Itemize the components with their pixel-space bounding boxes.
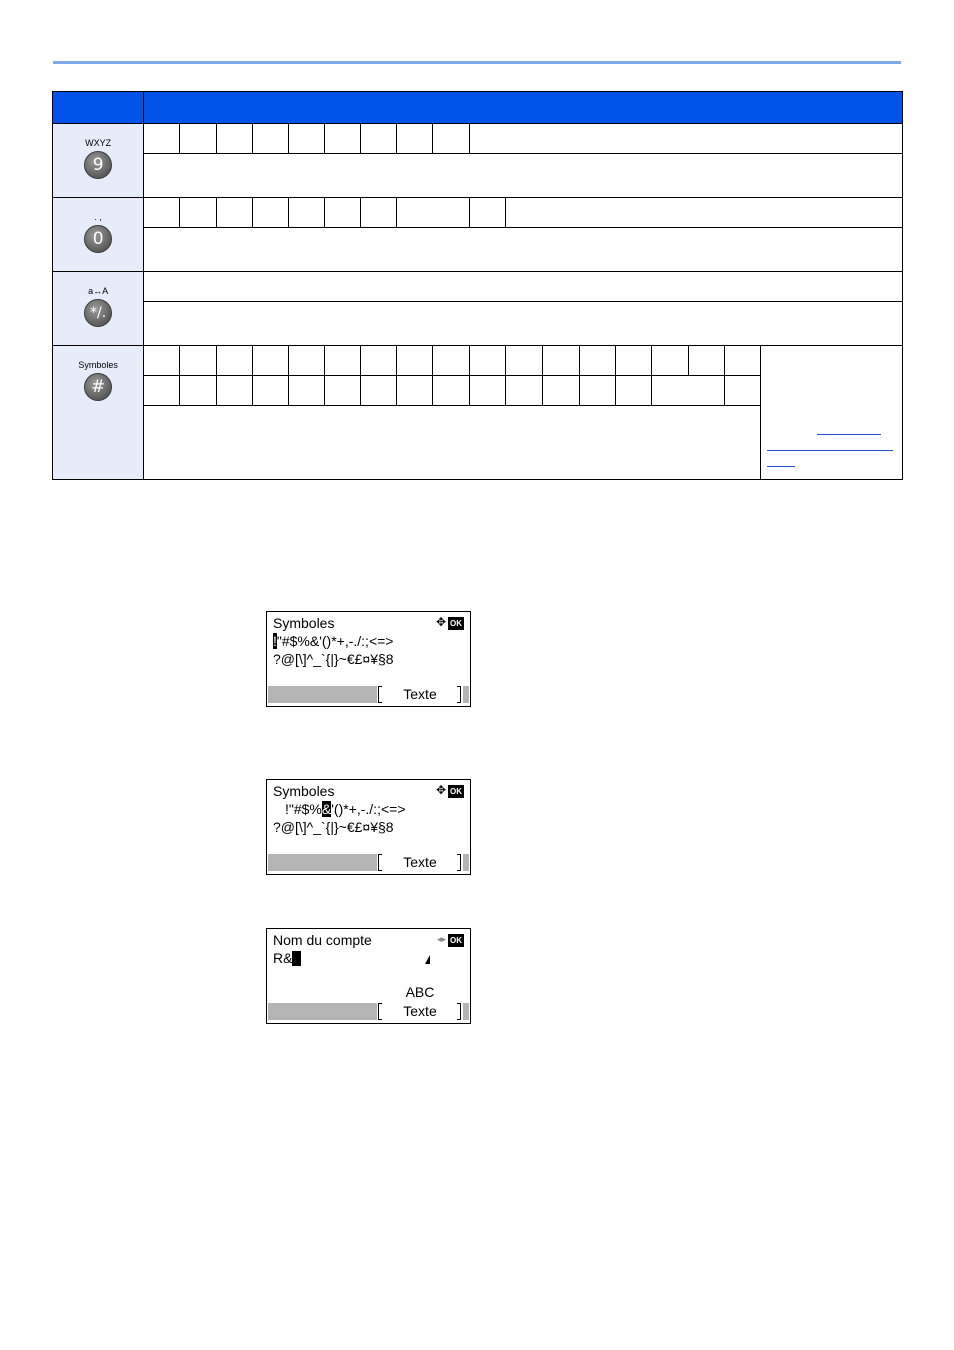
key-hash-label: Symboles xyxy=(78,360,118,370)
softkey-bracket-right xyxy=(457,854,461,871)
key-star-cell xyxy=(53,272,144,346)
reference-link-line[interactable] xyxy=(817,434,881,435)
table-row xyxy=(53,198,903,228)
symbol-line-1-text[interactable]: "#$%&'()*+,-./:;<=> xyxy=(276,633,394,649)
char-cell-remainder xyxy=(470,124,903,154)
account-name-field[interactable] xyxy=(273,950,301,966)
reference-link-line[interactable] xyxy=(767,450,893,451)
char-cell xyxy=(144,198,180,228)
char-cell xyxy=(397,376,433,406)
char-cell xyxy=(579,376,615,406)
key-hash-cell xyxy=(53,346,144,480)
softkey-bar-left xyxy=(268,854,377,871)
softkey-bar-left xyxy=(268,1003,377,1020)
char-cell xyxy=(360,346,396,376)
symbol-line-2[interactable]: ?@[\]^_`{|}~€£¤¥§8 xyxy=(273,819,394,835)
lcd-screen-account-name xyxy=(266,928,471,1024)
softkey-bar-left xyxy=(268,686,377,703)
header-rule xyxy=(53,61,901,64)
lcd-screen-symbols-1 xyxy=(266,611,471,707)
char-cell xyxy=(288,376,324,406)
char-cell xyxy=(433,376,470,406)
char-cell xyxy=(579,346,615,376)
char-cell xyxy=(288,198,324,228)
char-cell xyxy=(615,376,651,406)
char-cell xyxy=(144,376,180,406)
table-row xyxy=(53,228,903,272)
description-cell xyxy=(144,154,903,198)
softkey-bar-right xyxy=(463,854,469,871)
texte-softkey[interactable]: Texte xyxy=(403,1003,437,1019)
symbol-line-1-after[interactable]: '()*+,-./:;<=> xyxy=(331,801,406,817)
char-cell xyxy=(288,346,324,376)
char-cell xyxy=(397,346,433,376)
key-9-label: WXYZ xyxy=(85,138,112,148)
char-cell xyxy=(252,346,288,376)
char-cell xyxy=(216,376,252,406)
char-cell xyxy=(360,198,396,228)
screen-title: Symboles xyxy=(273,783,335,799)
char-cell-wide xyxy=(651,376,724,406)
screen-title: Symboles xyxy=(273,615,335,631)
symbol-cursor[interactable]: ! xyxy=(273,633,277,649)
softkey-bracket-right xyxy=(457,686,461,703)
char-cell xyxy=(180,346,216,376)
key-star-label: a↔A xyxy=(88,286,109,296)
key-9-icon: 9 xyxy=(84,151,112,179)
char-cell xyxy=(180,198,216,228)
table-row xyxy=(53,272,903,302)
symbol-line-1[interactable] xyxy=(285,801,406,817)
key-0-cell xyxy=(53,198,144,272)
symbol-cursor[interactable]: & xyxy=(321,801,332,817)
char-cell xyxy=(506,346,542,376)
char-cell xyxy=(470,346,506,376)
softkey-bar-right xyxy=(463,686,469,703)
char-cell xyxy=(324,346,360,376)
softkey-bracket-right xyxy=(457,1003,461,1020)
char-cell xyxy=(433,124,470,154)
char-cell xyxy=(725,346,761,376)
key-table xyxy=(52,91,903,480)
key-0-label: . , xyxy=(94,212,102,222)
char-cell xyxy=(542,376,579,406)
softkey-bar-right xyxy=(463,1003,469,1020)
reference-link-line[interactable] xyxy=(767,466,795,467)
symbol-line-1-before[interactable]: !"#$% xyxy=(285,801,322,817)
account-name-value[interactable]: R& xyxy=(273,950,293,966)
key-0-icon: 0 xyxy=(84,225,112,253)
symbol-line-1[interactable] xyxy=(273,633,393,649)
navigation-arrows-icon: ✥ xyxy=(435,783,446,797)
header-cell-characters xyxy=(144,92,903,124)
char-cell xyxy=(216,124,252,154)
char-cell xyxy=(288,124,324,154)
char-cell xyxy=(651,346,688,376)
description-cell xyxy=(144,302,903,346)
navigation-arrows-icon: ✥ xyxy=(435,615,446,629)
signal-level-icon xyxy=(425,955,430,964)
char-cell xyxy=(144,346,180,376)
screen-title: Nom du compte xyxy=(273,932,372,948)
char-cell xyxy=(542,346,579,376)
text-cursor xyxy=(292,951,301,966)
symbol-line-2[interactable]: ?@[\]^_`{|}~€£¤¥§8 xyxy=(273,651,394,667)
texte-softkey[interactable]: Texte xyxy=(403,686,437,702)
char-cell xyxy=(324,198,360,228)
table-row xyxy=(53,124,903,154)
char-cell xyxy=(688,346,724,376)
char-cell xyxy=(397,124,433,154)
char-cell-remainder xyxy=(506,198,903,228)
table-row xyxy=(53,154,903,198)
header-cell-key xyxy=(53,92,144,124)
char-cell xyxy=(216,346,252,376)
navigation-arrows-icon: ◂▸ xyxy=(436,934,446,944)
ok-icon: OK xyxy=(450,619,462,628)
char-cell xyxy=(252,198,288,228)
key-star-icon: */. xyxy=(84,299,112,327)
char-cell xyxy=(360,124,396,154)
char-cell xyxy=(470,376,506,406)
input-mode-indicator: ABC xyxy=(405,984,435,1000)
char-cell xyxy=(180,376,216,406)
char-cell xyxy=(324,376,360,406)
key-9-cell xyxy=(53,124,144,198)
description-cell xyxy=(144,228,903,272)
description-cell xyxy=(144,406,761,480)
table-header-row xyxy=(53,92,903,124)
char-cell xyxy=(252,376,288,406)
char-cell xyxy=(470,198,506,228)
char-cell xyxy=(615,346,651,376)
char-cell xyxy=(324,124,360,154)
char-cell xyxy=(216,198,252,228)
key-hash-icon: # xyxy=(84,373,112,401)
char-cell xyxy=(144,124,180,154)
note-cell xyxy=(761,346,903,480)
char-cell xyxy=(360,376,396,406)
table-row xyxy=(53,346,903,376)
char-cell xyxy=(180,124,216,154)
lcd-screen-symbols-2 xyxy=(266,779,471,875)
char-cell xyxy=(433,346,470,376)
char-cell xyxy=(252,124,288,154)
table-row xyxy=(53,302,903,346)
texte-softkey[interactable]: Texte xyxy=(403,854,437,870)
char-cell xyxy=(506,376,542,406)
ok-icon: OK xyxy=(450,787,462,796)
char-cell-wide xyxy=(397,198,470,228)
ok-icon: OK xyxy=(450,936,462,945)
char-cell-full xyxy=(144,272,903,302)
